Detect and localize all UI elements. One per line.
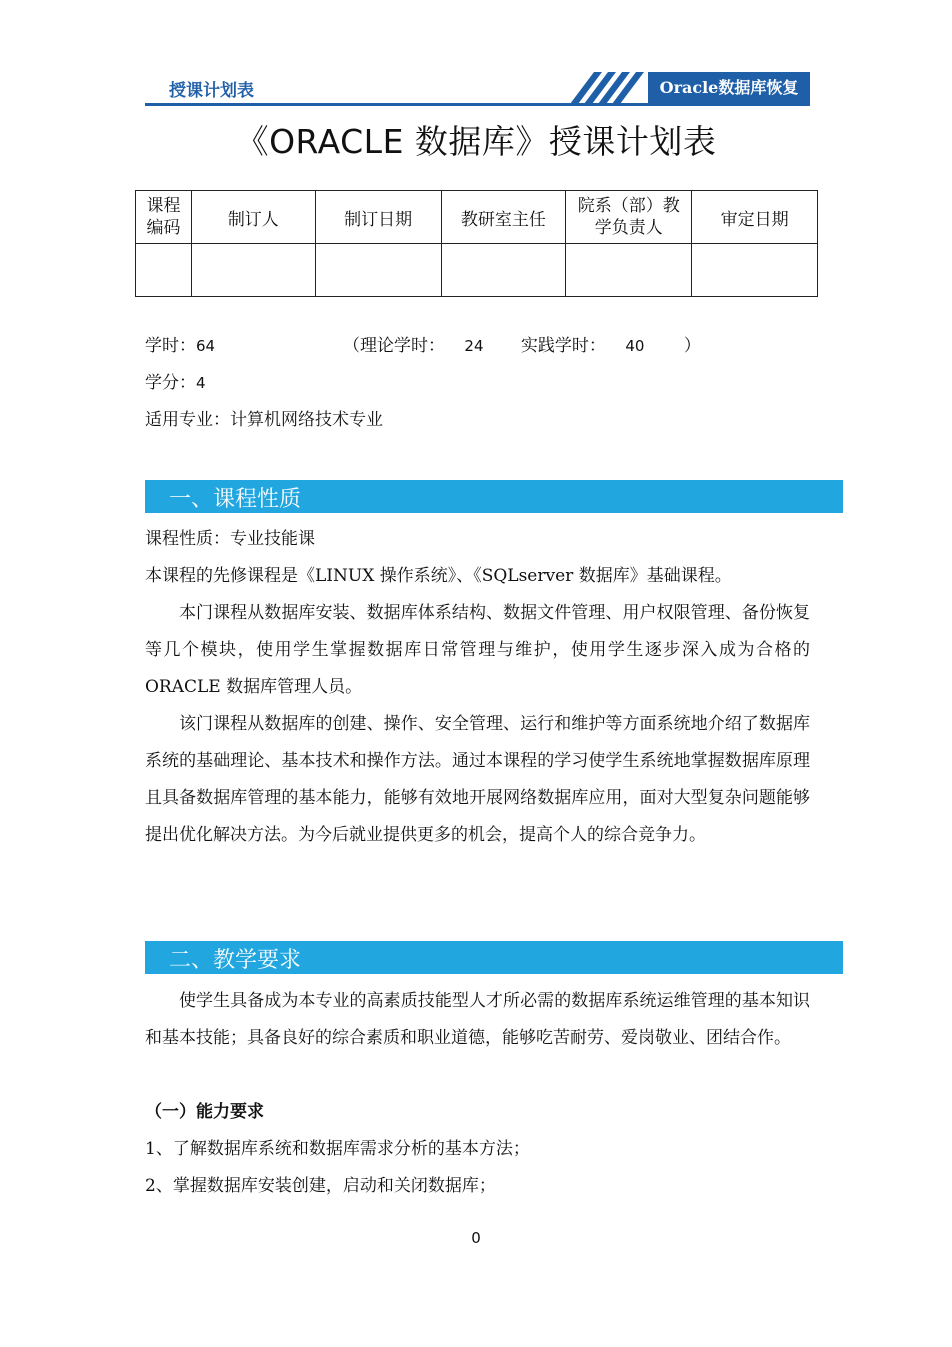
signature-table	[135, 190, 818, 297]
table-header-cell: 课程 编码	[136, 191, 192, 244]
theory-label: （理论学时：	[343, 336, 445, 356]
paragraph: 该门课程从数据库的创建、操作、安全管理、运行和维护等方面系统地介绍了数据库系统的基础理论、基本技术和操作方法。通过本课程的学习使学生系统地掌握数据库原理且具备数据库管理的基本能力，能够有效地开展网络数据库应用，面对大型复杂问题能够提出优化解决方法。为今后就业提供更多的机会，提高个人的综合竞争力。	[145, 714, 810, 845]
page-number: 0	[471, 1229, 481, 1247]
table-header-cell: 制订日期	[315, 191, 441, 244]
table-cell	[315, 244, 441, 297]
table-cell	[441, 244, 566, 297]
header-title: 授课计划表	[169, 81, 254, 101]
section-heading-text: 一、课程性质	[169, 487, 302, 512]
close-paren: ）	[683, 336, 701, 356]
table-cell	[191, 244, 315, 297]
credit-value: 4	[196, 374, 206, 392]
document-title: 《ORACLE 数据库》授课计划表	[235, 122, 717, 161]
theory-value: 24	[464, 337, 484, 355]
course-nature: 课程性质：专业技能课	[145, 529, 315, 549]
page-header	[145, 70, 810, 106]
table-header-cell: 制订人	[191, 191, 315, 244]
major-line: 适用专业：计算机网络技术专业	[145, 410, 383, 430]
section-heading-requirements	[145, 941, 843, 974]
stripes-icon	[570, 72, 650, 104]
table-header-cell: 审定日期	[692, 191, 818, 244]
section-heading-nature	[145, 480, 843, 513]
table-cell	[566, 244, 692, 297]
header-brand	[570, 72, 810, 104]
hours-value: 64	[196, 337, 216, 355]
list-item: 1、了解数据库系统和数据库需求分析的基本方法；	[145, 1139, 530, 1159]
paragraph: 本门课程从数据库安装、数据库体系结构、数据文件管理、用户权限管理、备份恢复等几个模块，使用学生掌握数据库日常管理与维护，使用学生逐步深入成为合格的 ORACLE 数据库管理人员。	[145, 603, 810, 697]
hours-label: 学时：	[145, 336, 196, 356]
practice-label: 实践学时：	[520, 336, 606, 356]
table-header-cell: 教研室主任	[441, 191, 566, 244]
table-header-cell: 院系（部）教 学负责人	[566, 191, 692, 244]
credit-line	[145, 368, 206, 393]
header-badge: Oracle数据库恢复	[648, 72, 810, 104]
table-cell	[692, 244, 818, 297]
credit-label: 学分：	[145, 373, 196, 393]
hours-breakdown	[343, 331, 701, 356]
section-heading-text: 二、教学要求	[169, 948, 302, 973]
hours-line	[145, 331, 701, 356]
practice-value: 40	[625, 337, 645, 355]
table-cell	[136, 244, 192, 297]
header-rule	[145, 103, 810, 106]
prerequisite-text: 本课程的先修课程是《LINUX 操作系统》、《SQLserver 数据库》基础课程。	[145, 566, 732, 586]
subheading: （一）能力要求	[145, 1102, 264, 1122]
paragraph: 使学生具备成为本专业的高素质技能型人才所必需的数据库系统运维管理的基本知识和基本技能；具备良好的综合素质和职业道德，能够吃苦耐劳、爱岗敬业、团结合作。	[145, 991, 810, 1048]
list-item: 2、掌握数据库安装创建，启动和关闭数据库；	[145, 1176, 496, 1196]
